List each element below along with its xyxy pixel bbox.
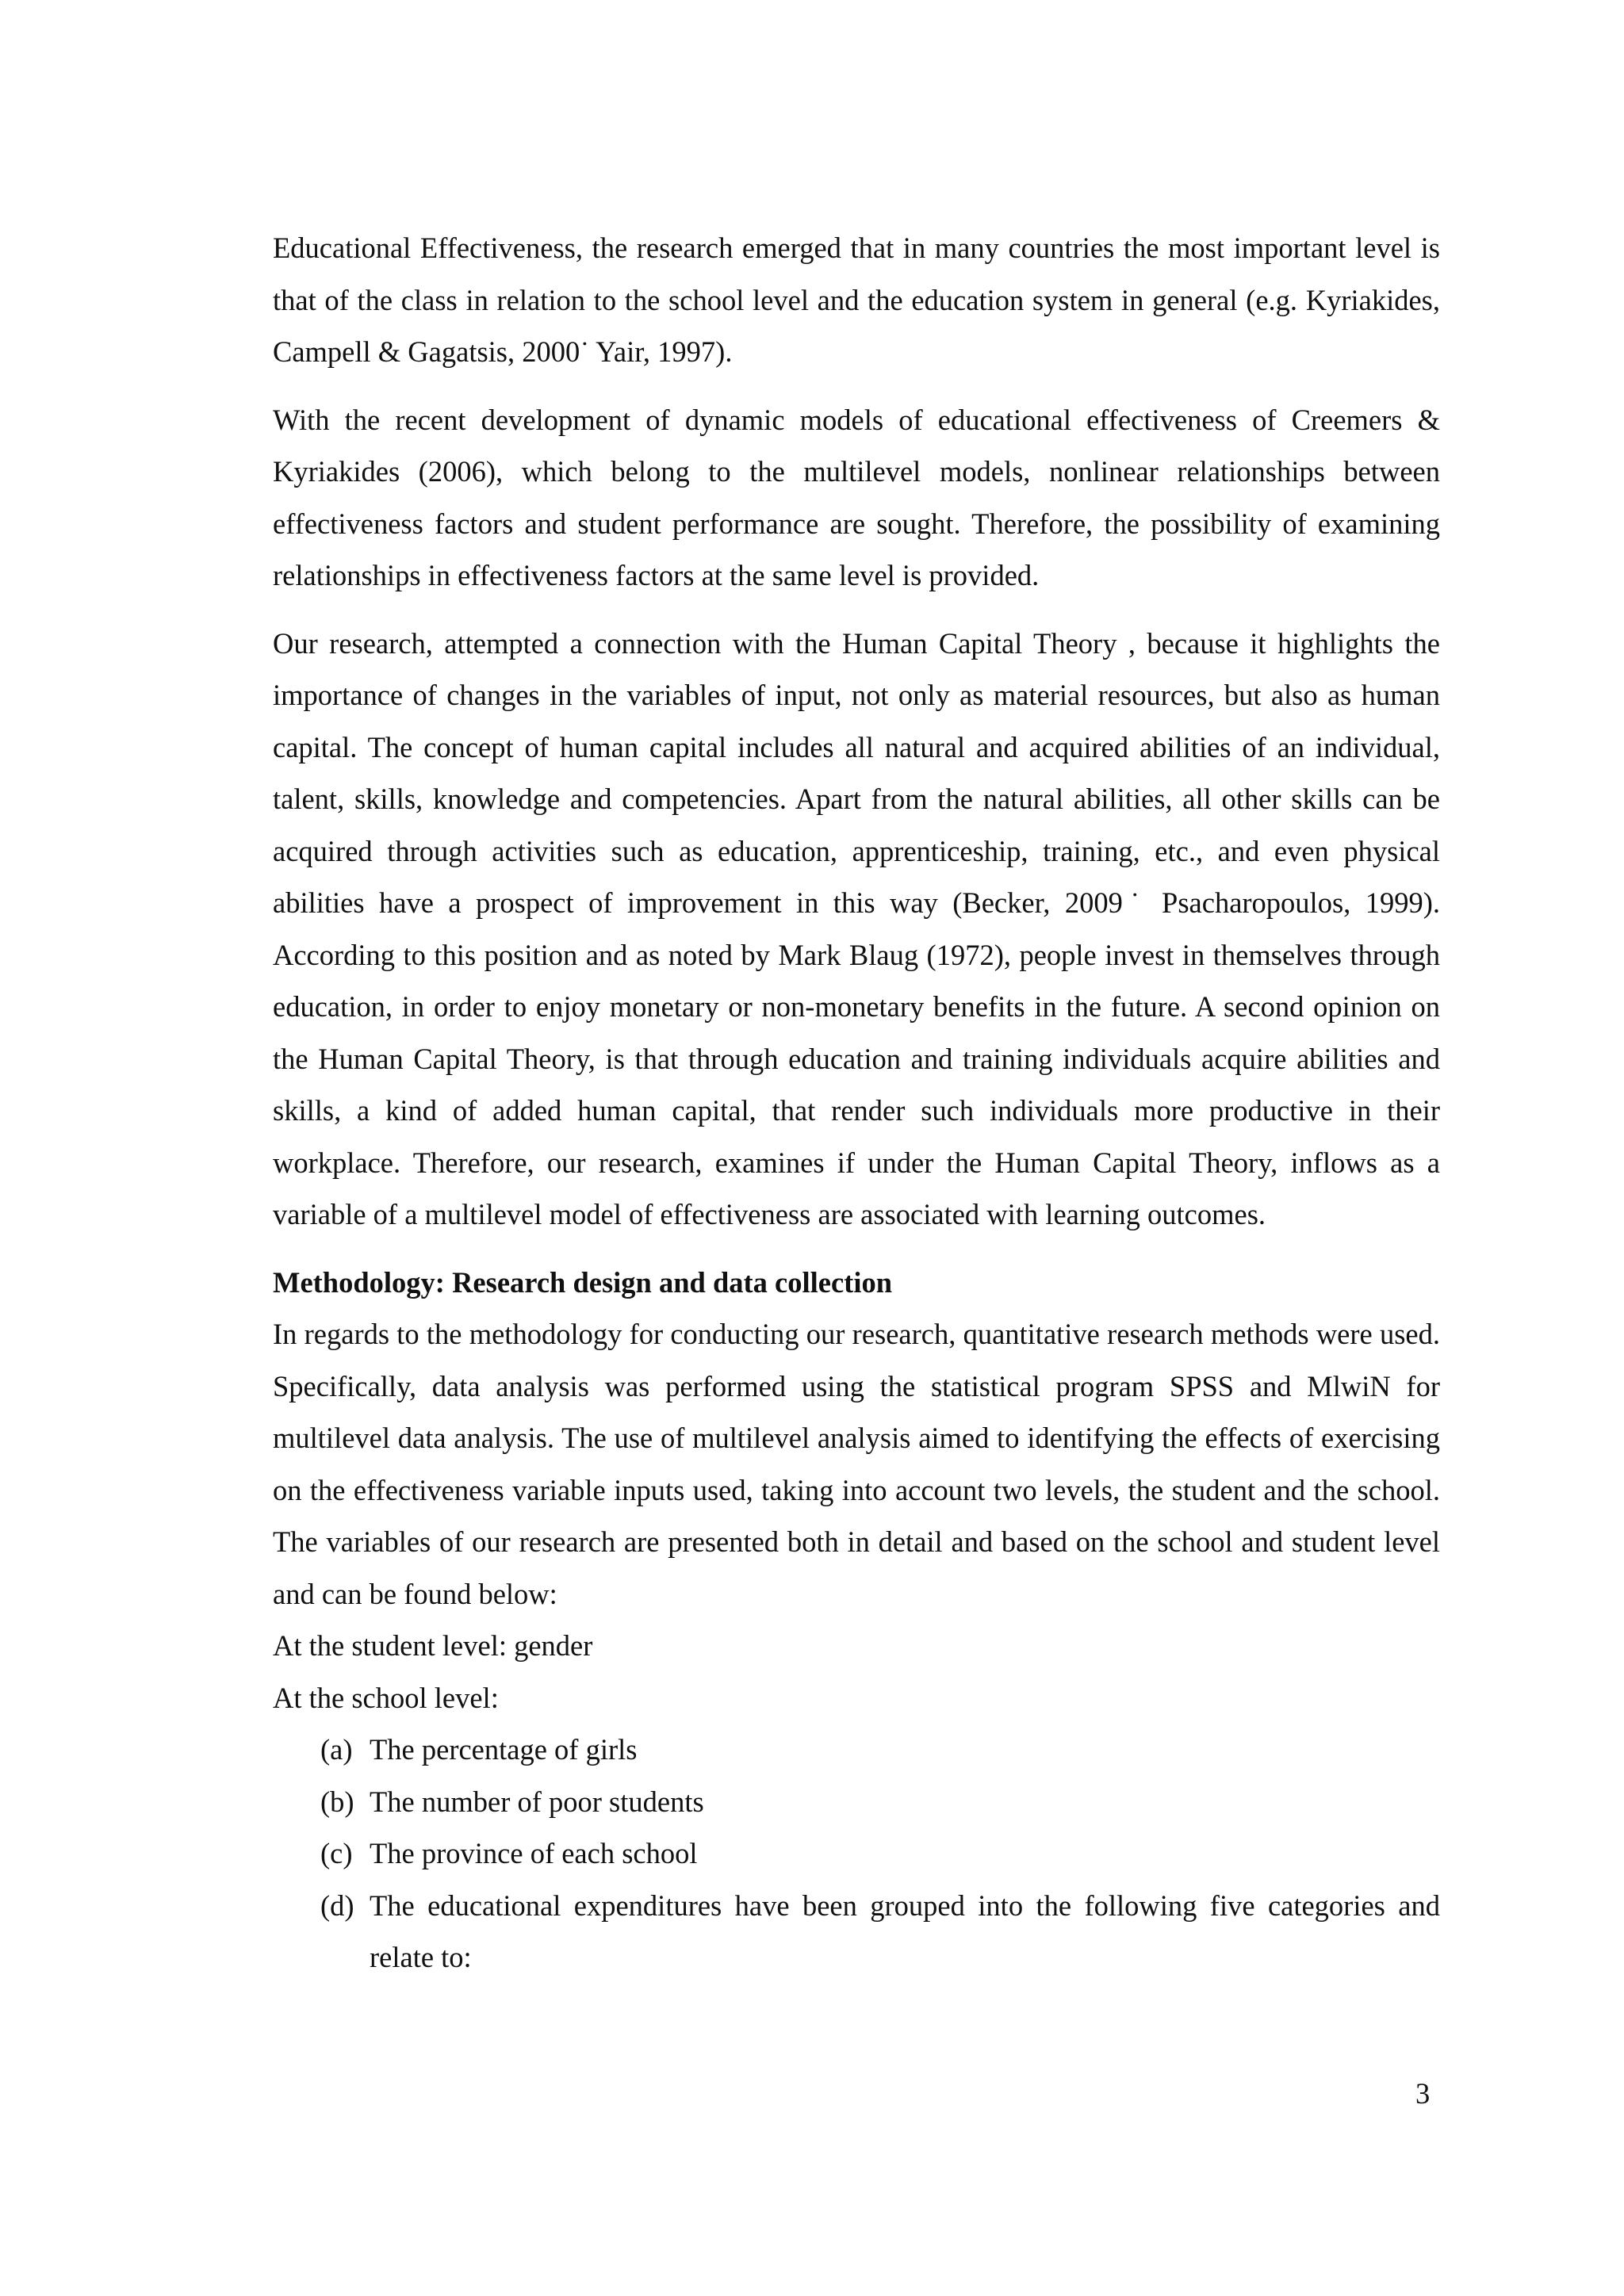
paragraph-methodology: In regards to the methodology for conducting our research, quantitative research methods were used. Specifically, data analysis was performed using the statistical program SPSS and MlwiN for multilevel data analysis. The use of multilevel analysis aimed to identifying the effects of exercising on the effectiveness variable inputs used, taking into account two levels, the student and the school. The variables of our research are presented both in detail and based on the school and student level and can be found below: (273, 1318, 1440, 1610)
list-item (273, 1880, 1440, 1984)
paragraph-human-capital: Our research, attempted a connection with the Human Capital Theory , because it highlights the importance of changes in the variables of input, not only as material resources, but also as human capital. The concept of human capital includes all natural and acquired abilities of an individual, talent, skills, knowledge and competencies. Apart from the natural abilities, all other skills can be acquired through activities such as education, apprenticeship, training, etc., and even physical abilities have a prospect of improvement in this way (Becker, 2009˙ Psacharopoulos, 1999). According to this position and as noted by Mark Blaug (1972), people invest in themselves through education, in order to enjoy monetary or non-monetary benefits in the future. A second opinion on the Human Capital Theory, is that through education and training individuals acquire abilities and skills, a kind of added human capital, that render such individuals more productive in their workplace. Therefore, our research, examines if under the Human Capital Theory, inflows as a variable of a multilevel model of effectiveness are associated with learning outcomes. (273, 626, 1440, 1230)
page-number: 3 (1415, 2077, 1431, 2110)
list-item (273, 1827, 1440, 1880)
school-level-variables-list (273, 1724, 1440, 1984)
list-marker: (d) (320, 1888, 354, 1922)
list-item-text: The educational expenditures have been grouped into the following five categories and relate to: (370, 1888, 1440, 1973)
list-item-text: The percentage of girls (370, 1733, 638, 1766)
list-marker: (b) (320, 1785, 354, 1818)
list-item (273, 1776, 1440, 1828)
page-content (273, 222, 1440, 1984)
student-level-line: At the student level: gender (273, 1629, 593, 1662)
list-item-text: The province of each school (370, 1837, 698, 1869)
school-level-line: At the school level: (273, 1681, 499, 1714)
list-marker: (a) (320, 1733, 353, 1766)
list-item-text: The number of poor students (370, 1785, 704, 1818)
list-item (273, 1724, 1440, 1776)
section-heading-methodology: Methodology: Research design and data collection (273, 1265, 893, 1299)
paragraph-dynamic-models: With the recent development of dynamic models of educational effectiveness of Creemers & Kyriakides (2006), which belong to the multilevel models, nonlinear relationships between effectiveness factors and student performance are sought. Therefore, the possibility of examining relationships in effectiveness factors at the same level is provided. (273, 403, 1440, 591)
paragraph-effectiveness-levels: Educational Effectiveness, the research emerged that in many countries the most important level is that of the class in relation to the school level and the education system in general (e.g. Kyriakides, Campell & Gagatsis, 2000˙ Yair, 1997). (273, 232, 1440, 368)
list-marker: (c) (320, 1837, 353, 1869)
